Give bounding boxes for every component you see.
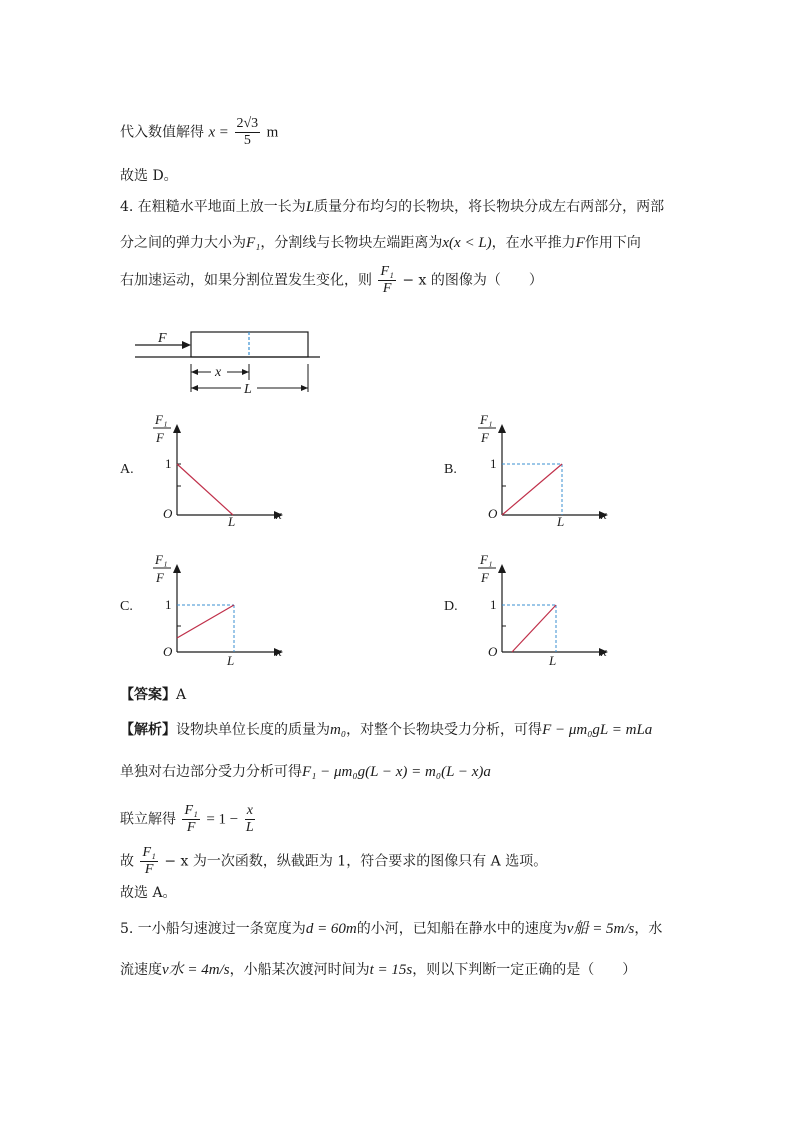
q4-line1 — [120, 197, 664, 217]
result-prefix: 代入数值解得 — [120, 124, 204, 141]
graph-a-ylabel-num: F₁ — [155, 412, 168, 427]
analysis-text6: − x 为一次函数，纵截距为 1，符合要求的图像只有 A 选项。 — [164, 853, 548, 870]
result-denominator: 5 — [243, 133, 251, 148]
analysis-text1: 设物块单位长度的质量为 — [176, 722, 330, 738]
graph-b-tick-1: 1 — [490, 456, 497, 471]
graph-d-ylabel-num: F₁ — [480, 552, 493, 567]
option-d-label: D. — [444, 599, 458, 614]
result-var: x — [208, 124, 216, 141]
q5-text-a: 5. 一小船匀速渡过一条宽度为 — [120, 921, 306, 937]
option-a-label: A. — [120, 462, 134, 477]
analysis-line1 — [120, 720, 652, 740]
analysis-frac3 — [140, 845, 157, 878]
graph-b-L: L — [557, 514, 565, 529]
q4-text-b: 质量分布均匀的长物块，将长物块分成左右两部分，两部 — [314, 199, 665, 215]
graph-c-L: L — [227, 653, 235, 668]
result-line — [120, 116, 278, 149]
q4-text-e: ，在水平推力 — [491, 235, 576, 251]
graph-c-ylabel-num: F₁ — [155, 552, 168, 567]
graph-d-tick-1: 1 — [490, 597, 497, 612]
analysis-frac1-den: F — [186, 820, 196, 835]
graph-b-line — [502, 464, 562, 515]
fig-F-label: F — [158, 331, 167, 346]
analysis-frac1 — [182, 803, 199, 836]
graph-a-ylabel-den: F — [156, 430, 164, 445]
graph-b — [470, 410, 620, 535]
graph-c-ylabel-den: F — [156, 570, 164, 585]
graph-b-x: x — [601, 507, 607, 522]
result-numerator: 2√3 — [236, 116, 259, 131]
q5-text-b: 的小河，已知船在静水中的速度为 — [356, 921, 567, 937]
q4-fraction — [378, 264, 395, 297]
graph-c-line — [177, 605, 234, 638]
analysis-frac2-num: x — [246, 803, 253, 818]
choose-d: 故选 D。 — [120, 168, 178, 184]
q5-d: d = 60m — [305, 921, 357, 937]
q5-line2 — [120, 960, 636, 980]
q5-text-d: 流速度 — [120, 962, 162, 978]
q4-frac-num: F₁ — [380, 264, 394, 279]
q5-vwater: v水 = 4m/s — [162, 962, 230, 978]
graph-b-ylabel-den: F — [481, 430, 489, 445]
result-eq: = — [219, 124, 229, 141]
analysis-line3 — [120, 803, 257, 836]
analysis-line2 — [120, 762, 491, 782]
q5-t: t = 15s — [369, 962, 413, 978]
q4-text-d: ，分割线与长物块左端距离为 — [260, 235, 443, 251]
analysis-frac3-num: F₁ — [142, 845, 156, 860]
analysis-line4 — [120, 845, 547, 878]
graph-a-L: L — [228, 514, 236, 529]
q5-vboat: v船 = 5m/s — [566, 921, 635, 937]
analysis-text5: 故 — [120, 853, 134, 870]
block-figure — [125, 320, 365, 400]
graph-b-origin: O — [488, 506, 498, 521]
q4-text-h: − x 的图像为（ ） — [402, 272, 543, 289]
q4-F1: F₁ — [246, 235, 261, 251]
analysis-eq2: F₁ − μm₀g(L − x) = m₀(L − x)a — [302, 764, 491, 780]
graph-a-line — [177, 464, 233, 515]
result-fraction — [235, 116, 261, 149]
fig-L-label: L — [244, 382, 252, 397]
graph-c-origin: O — [163, 644, 173, 659]
q4-condition: x(x < L) — [442, 235, 492, 251]
q4-line2 — [120, 233, 641, 253]
q5-line1 — [120, 919, 662, 939]
analysis-frac2 — [245, 803, 255, 836]
analysis-text2: ，对整个长物块受力分析，可得 — [346, 722, 543, 738]
answer-line — [120, 685, 186, 705]
q4-line3 — [120, 264, 543, 297]
q4-text-c: 分之间的弹力大小为 — [120, 235, 246, 251]
option-b-label: B. — [444, 462, 457, 477]
option-c-label: C. — [120, 599, 133, 614]
q5-text-f: ，则以下判断一定正确的是（ ） — [412, 962, 637, 978]
answer-tag: 【答案】 — [120, 687, 176, 703]
graph-d-L: L — [549, 653, 557, 668]
q4-text-g: 右加速运动，如果分割位置发生变化，则 — [120, 272, 372, 289]
analysis-eq1: F − μm₀gL = mLa — [542, 722, 653, 738]
q5-text-c: ，水 — [634, 921, 663, 937]
graph-d-x: x — [601, 644, 607, 659]
graph-b-ylabel-num: F₁ — [480, 412, 493, 427]
analysis-line5: 故选 A。 — [120, 885, 177, 901]
graph-d — [470, 550, 620, 675]
graph-a-x: x — [276, 507, 282, 522]
analysis-text4: 联立解得 — [120, 811, 176, 828]
graph-a-origin: O — [163, 506, 173, 521]
analysis-tag: 【解析】 — [120, 722, 176, 738]
q4-F: F — [575, 235, 585, 251]
graph-c — [145, 550, 295, 675]
q4-text-a: 4. 在粗糙水平地面上放一长为 — [120, 199, 306, 215]
analysis-frac2-den: L — [245, 820, 254, 835]
answer-value: A — [176, 687, 187, 703]
q5-text-e: ，小船某次渡河时间为 — [229, 962, 370, 978]
graph-c-x: x — [276, 644, 282, 659]
q4-text-f: 作用下向 — [584, 235, 641, 251]
analysis-frac3-den: F — [144, 862, 154, 877]
fig-x-label: x — [215, 365, 222, 380]
graph-d-line — [512, 605, 556, 652]
analysis-text3: 单独对右边部分受力分析可得 — [120, 764, 302, 780]
q4-L: L — [305, 199, 315, 215]
graph-d-origin: O — [488, 644, 498, 659]
q4-frac-den: F — [382, 281, 392, 296]
graph-c-tick-1: 1 — [165, 597, 172, 612]
graph-d-ylabel-den: F — [481, 570, 489, 585]
analysis-eq3: = 1 − — [206, 811, 239, 828]
graph-a-tick-1: 1 — [165, 456, 172, 471]
analysis-m0: m₀ — [330, 722, 347, 738]
analysis-frac1-num: F₁ — [184, 803, 198, 818]
result-unit: m — [266, 124, 279, 141]
graph-a — [145, 410, 295, 535]
